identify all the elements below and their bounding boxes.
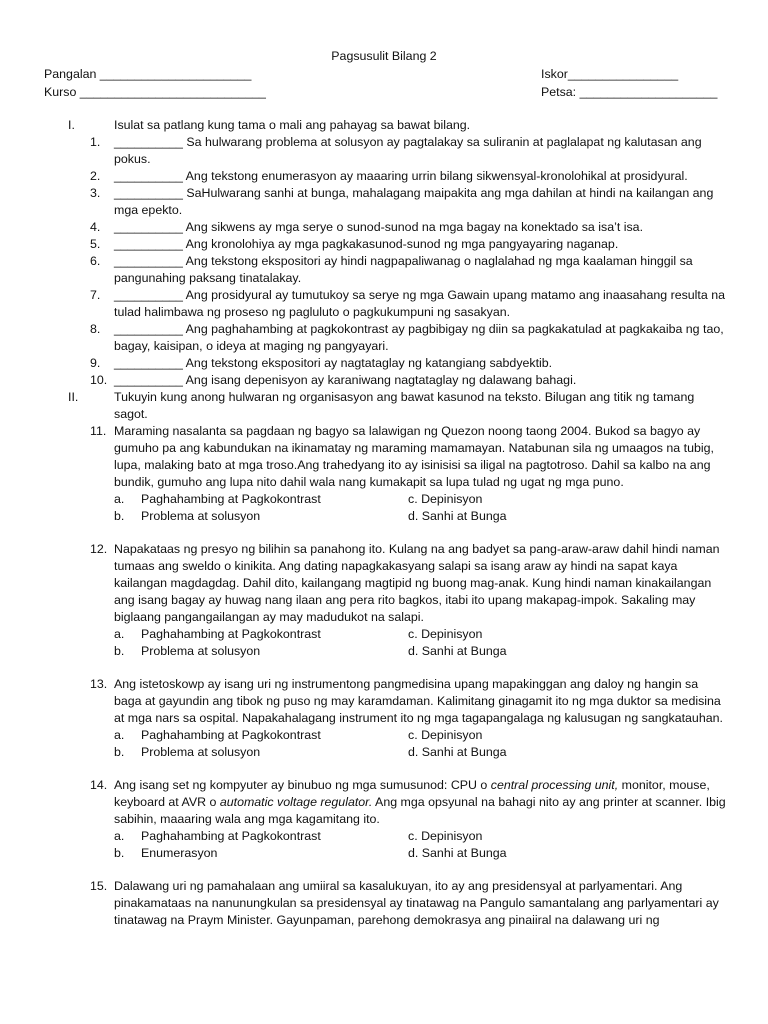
option-d[interactable]: d. Sanhi at Bunga xyxy=(408,509,507,523)
list-item: 1. __________ Sa hulwarang problema at solusyon ay pagtalakay sa suliranin at paglalapat ng kalutasan ang pokus. xyxy=(90,135,702,166)
option-b[interactable]: b. Problema at solusyon xyxy=(114,509,261,523)
question-12: 12. Napakataas ng presyo ng bilihin sa panahong ito. Kulang na ang badyet sa pang-araw-araw dahil hindi naman tumaas ang sweldo o kinikita. Ang dating napagkakasyang salapi sa isang araw ay hindi na sapat kaya kailangan magdagdag. Dahil dito, kailangang magtipid ng buong mag-anak. Kung hindi naman kinakailangan ang isang bagay ay huwag nang ilaan ang pera rito bagkos, itabi ito upang makapag-impok. Sakaling may biglaang pangangailangan ay may madudukot na salapi. xyxy=(90,542,720,624)
exam-content xyxy=(68,117,728,929)
question-11-options xyxy=(114,491,728,525)
option-b[interactable]: b. Enumerasyon xyxy=(114,846,218,860)
section-2-heading: II. Tukuyin kung anong hulwaran ng organisasyon ang bawat kasunod na teksto. Bilugan ang titik ng tamang sagot. xyxy=(68,390,695,421)
option-c[interactable]: c. Depinisyon xyxy=(408,492,483,506)
option-c[interactable]: c. Depinisyon xyxy=(408,728,483,742)
question-12-options xyxy=(114,626,728,660)
list-item: 10. __________ Ang isang depenisyon ay karaniwang nagtataglay ng dalawang bahagi. xyxy=(90,373,577,387)
option-b[interactable]: b. Problema at solusyon xyxy=(114,745,261,759)
question-14: 14. Ang isang set ng kompyuter ay binubuo ng mga sumusunod: CPU o central processing unit, monitor, mouse, keyboard at AVR o automatic voltage regulator. Ang mga opsyunal na bahagi nito ay ang printer at scanner. Ibig sabihin, maaaring wala ang mga kagamitang ito. xyxy=(90,778,726,826)
list-item: 2. __________ Ang tekstong enumerasyon ay maaaring urrin bilang sikwensyal-kronolohikal at prosidyural. xyxy=(90,169,688,183)
option-a[interactable]: a. Paghahambing at Pagkokontrast xyxy=(114,829,321,843)
option-d[interactable]: d. Sanhi at Bunga xyxy=(408,745,507,759)
list-item: 9. __________ Ang tekstong ekspositori ay nagtataglay ng katangiang sabdyektib. xyxy=(90,356,553,370)
question-13-options xyxy=(114,727,728,761)
kurso-field: Kurso ___________________________ xyxy=(44,85,266,99)
option-c[interactable]: c. Depinisyon xyxy=(408,829,483,843)
option-a[interactable]: a. Paghahambing at Pagkokontrast xyxy=(114,728,321,742)
list-item: 4. __________ Ang sikwens ay mga serye o sunod-sunod na mga bagay na konektado sa isa’t isa. xyxy=(90,220,644,234)
option-c[interactable]: c. Depinisyon xyxy=(408,627,483,641)
petsa-field: Petsa: ____________________ xyxy=(541,85,718,99)
list-item: 3. __________ SaHulwarang sanhi at bunga, mahalagang maipakita ang mga dahilan at hindi na kailangan ang mga epekto. xyxy=(90,186,714,217)
option-d[interactable]: d. Sanhi at Bunga xyxy=(408,644,507,658)
pangalan-field: Pangalan ______________________ xyxy=(44,67,252,81)
iskor-field: Iskor________________ xyxy=(541,67,679,81)
question-13: 13. Ang istetoskowp ay isang uri ng instrumentong pangmedisina upang mapakinggan ang daloy ng hangin sa baga at gayundin ang tibok ng puso ng may karamdaman. Kalimitang ginagamit ito ng mga duktor sa medisina at mga nars sa ospital. Napakahalagang instrument ito ng mga tagapangalaga ng kalusugan ng sangkatauhan. xyxy=(90,677,723,725)
question-11: 11. Maraming nasalanta sa pagdaan ng bagyo sa lalawigan ng Quezon noong taong 2004. Bukod sa bagyo ay gumuho pa ang kabundukan na ikinamatay ng maraming mamamayan. Natabunan sila ng umaagos na tubig, lupa, malaking bato at mga troso.Ang trahedyang ito ay isinisisi sa iligal na pagtotroso. Dahil sa kalbo na ang bundik, gumuho ang lupa nito dahil wala nang kumakapit sa lupa tulad ng ugat ng mga puno. xyxy=(90,424,714,489)
list-item: 8. __________ Ang paghahambing at pagkokontrast ay pagbibigay ng diin sa pagkakatulad at pagkakaiba ng tao, bagay, kaisipan, o ideya at maging ng pangyayari. xyxy=(90,322,724,353)
list-item: 7. __________ Ang prosidyural ay tumutukoy sa serye ng mga Gawain upang matamo ang inaasahang resulta na tulad halimbawa ng proseso ng pagluluto o pagkukumpuni ng sasakyan. xyxy=(90,288,725,319)
question-14-options xyxy=(114,828,728,862)
option-a[interactable]: a. Paghahambing at Pagkokontrast xyxy=(114,627,321,641)
page-title: Pagsusulit Bilang 2 xyxy=(331,49,437,63)
option-d[interactable]: d. Sanhi at Bunga xyxy=(408,846,507,860)
section-1-heading: I. Isulat sa patlang kung tama o mali ang pahayag sa bawat bilang. xyxy=(68,118,471,132)
list-item: 6. __________ Ang tekstong ekspositori ay hindi nagpapaliwanag o naglalahad ng mga kaalaman hinggil sa pangunahing paksang tinatalakay. xyxy=(90,254,693,285)
question-15: 15. Dalawang uri ng pamahalaan ang umiiral sa kasalukuyan, ito ay ang presidensyal at parlyamentari. Ang pinakamataas na nanunungkulan sa presidensyal ay tinatawag na Pangulo samantalang ang parlyamentari ay tinatawag na Praym Minister. Gayunpaman, parehong demokrasya ang pinaiiral na dalawang uri ng xyxy=(90,879,719,927)
list-item: 5. __________ Ang kronolohiya ay mga pagkakasunod-sunod ng mga pangyayaring naganap. xyxy=(90,237,619,251)
option-b[interactable]: b. Problema at solusyon xyxy=(114,644,261,658)
option-a[interactable]: a. Paghahambing at Pagkokontrast xyxy=(114,492,321,506)
